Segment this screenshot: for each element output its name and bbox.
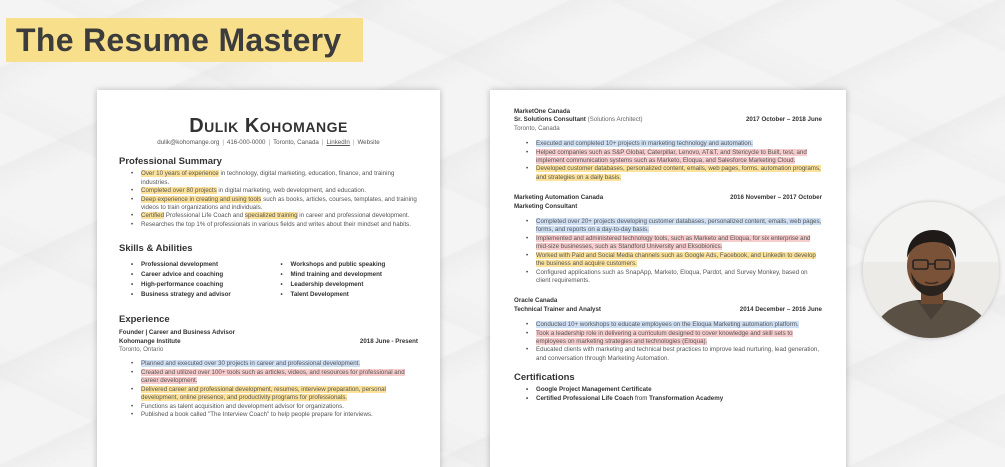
list-item: • Functions as talent acquisition and development advisor for organizations.	[119, 403, 418, 411]
job-list	[514, 218, 822, 285]
job-date: 2017 October – 2018 June	[745, 116, 822, 124]
list-item: • Completed over 20+ projects developing customer databases, personalized content, emails, web pages, forms, and reports on a day-to-day basis.	[514, 218, 822, 235]
presenter-webcam-avatar-icon	[863, 202, 999, 338]
summary-title: Professional Summary	[119, 156, 222, 168]
job-company-line	[119, 338, 418, 346]
resume-page-right	[490, 90, 846, 467]
job-company: MarketOne Canada	[514, 108, 571, 115]
list-item: • Executed and completed 10+ projects in marketing technology and automation.	[514, 140, 822, 148]
page-title: The Resume Mastery	[16, 21, 342, 58]
list-item: • Took a leadership role in delivering a curriculum designed to cover knowledge and skill sets to employees on marketing strategies and technologies (Eloqua).	[514, 330, 822, 347]
list-item: • Educated clients with marketing and technical best practices to improve lead nurturing, lead generation, and conversation through Marketing Automation.	[514, 346, 822, 363]
summary-list	[119, 170, 418, 229]
list-item: • Worked with Paid and Social Media channels such as Google Ads, Facebook, and Linkedin to develop the business and acquire customers.	[514, 252, 822, 269]
list-item: • Developed customer databases, personalized content, emails, web pages, forms, automation programs, and strategies on a daily basis.	[514, 165, 822, 182]
list-item: • Created and utilized over 100+ tools such as articles, videos, and resources for professional and career development.	[119, 369, 418, 386]
job-date: 2018 June - Present	[359, 337, 418, 345]
skills-col-1	[119, 260, 269, 300]
presenter-webcam	[863, 202, 999, 338]
list-item: • Helped companies such as S&P Global, Caterpillar, Lenovo, AT&T, and Stericycle to Built, test, and implement communication systems such as Marketo, Eloqua, and Salesforce Marketing Cloud.	[514, 149, 822, 166]
skill-item: • Workshops and public speaking	[269, 260, 419, 270]
website-link[interactable]: Website	[357, 139, 380, 146]
contact-location: Toronto, Canada	[273, 139, 319, 146]
job-company: Kohomange Institute	[119, 337, 181, 345]
skill-item: • Mind training and development	[269, 270, 419, 280]
skills-title: Skills & Abilities	[119, 243, 193, 255]
certifications-list	[514, 386, 822, 403]
job-role-sub: (Solutions Architect)	[585, 116, 643, 124]
job-date: 2016 November – 2017 October	[730, 194, 822, 202]
job-block-mac	[514, 194, 822, 285]
list-item: • Implemented and administered technology tools, such as Marketo and Eloqua, for six enterprise and mid-size businesses, such as Standford University and Eksobionics.	[514, 235, 822, 252]
job-role: Sr. Solutions Consultant	[514, 116, 586, 124]
experience-list	[119, 360, 418, 419]
list-item: • Conducted 10+ workshops to educate employees on the Eloqua Marketing automation platform.	[514, 321, 822, 329]
job-location: Toronto, Canada	[514, 124, 560, 132]
skills-col-2	[269, 260, 419, 300]
job-role-line	[514, 306, 822, 314]
skill-item: • Career advice and coaching	[119, 270, 269, 280]
list-item: • Published a book called "The Interview Coach" to help people prepare for interviews.	[119, 411, 418, 419]
experience-title: Experience	[119, 314, 170, 326]
resume-name: Dulik Kohomange	[189, 115, 348, 137]
job-block-oracle	[514, 297, 822, 363]
list-item: • Certified Professional Life Coach and specialized training in career and professional development.	[119, 212, 418, 220]
job-list	[514, 321, 822, 363]
job-company: Oracle Canada	[514, 297, 558, 305]
job-company: Marketing Automation Canada	[514, 194, 604, 202]
list-item: • Over 10 years of experience in technology, digital marketing, education, finance, and training industries.	[119, 170, 418, 187]
experience-entry	[119, 329, 418, 419]
job-role: Founder | Career and Business Advisor	[119, 329, 236, 337]
skill-item: • Leadership development	[269, 280, 419, 290]
list-item: • Configured applications such as SnapApp, Marketo, Eloqua, Pardot, and Survey Monkey, based on client requirements.	[514, 269, 822, 286]
skill-item: • High-performance coaching	[119, 280, 269, 290]
contact-line: dulik@kohomange.org | 416-000-0000 | Toronto, Canada | LinkedIn | Website	[157, 139, 380, 146]
job-company-line	[514, 194, 822, 202]
job-role: Technical Trainer and Analyst	[514, 305, 601, 313]
list-item: • Deep experience in creating and using tools such as books, articles, courses, templates, and training videos to train organizations and individuals.	[119, 196, 418, 213]
page-title-banner	[6, 18, 363, 62]
list-item: • Planned and executed over 30 projects in career and professional development.	[119, 360, 418, 368]
job-role-line	[514, 116, 822, 124]
job-location: Toronto, Ontario	[119, 346, 164, 354]
skill-item: • Talent Development	[269, 290, 419, 300]
contact-email[interactable]: dulik@kohomange.org	[157, 139, 220, 146]
contact-phone: 416-000-0000	[226, 139, 266, 146]
list-item: • Certified Professional Life Coach from Transformation Academy	[514, 395, 822, 403]
job-list	[514, 140, 822, 182]
resume-page-left	[97, 90, 440, 467]
skill-item: • Professional development	[119, 260, 269, 270]
list-item: • Researches the top 1% of professionals in various fields and writes about their mindset and habits.	[119, 221, 418, 229]
linkedin-link[interactable]: LinkedIn	[326, 139, 350, 146]
list-item: • Completed over 80 projects in digital marketing, web development, and education.	[119, 187, 418, 195]
job-date: 2014 December – 2016 June	[739, 305, 822, 313]
list-item: • Delivered career and professional development, resumes, interview preparation, personal development, online presence, and productivity programs for professionals.	[119, 386, 418, 403]
job-role: Marketing Consultant	[514, 202, 578, 210]
job-block-marketone	[514, 108, 822, 182]
skills-grid	[119, 258, 418, 300]
list-item: • Google Project Management Certificate	[514, 386, 822, 394]
skill-item: • Business strategy and advisor	[119, 290, 269, 300]
certifications-title: Certifications	[514, 372, 575, 384]
